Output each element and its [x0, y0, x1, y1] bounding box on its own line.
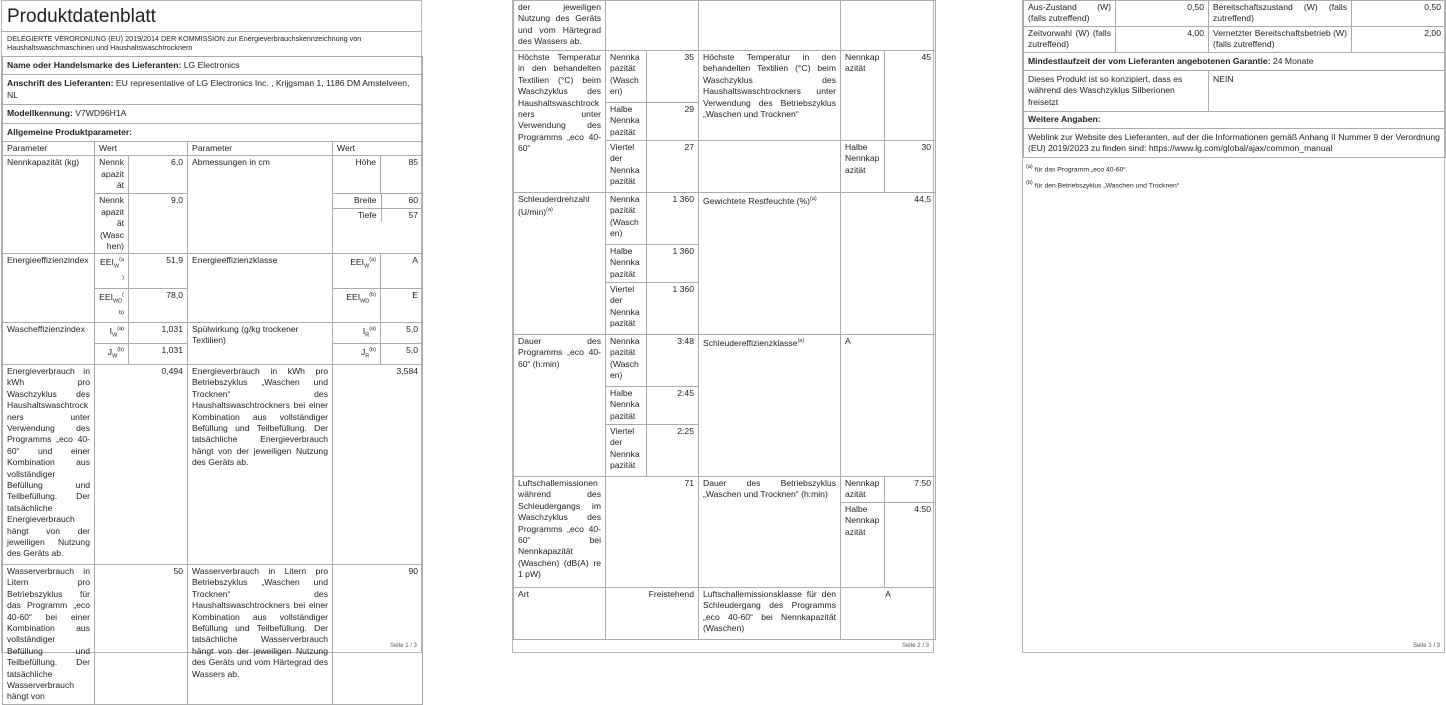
footnote-a-mark: (a)	[797, 338, 805, 344]
footnote-b-mark: (b)	[1026, 179, 1033, 186]
brand-value: LG Electronics	[183, 60, 240, 70]
address-label: Anschrift des Lieferanten:	[7, 78, 114, 89]
jw-value: 1,031	[129, 343, 188, 364]
off-mode-value: 0,50	[1116, 1, 1209, 27]
footnote-a-mark: (a)	[810, 196, 817, 202]
capacity-label: Nennkapazität (kg)	[3, 156, 95, 254]
eec-w-value: A	[381, 254, 423, 288]
temp-sub-label: Nennkapazität (Waschen)	[606, 51, 647, 103]
more-info-heading: Weitere Angaben:	[1024, 112, 1446, 128]
noise-class-value: A	[841, 588, 936, 640]
sub-wd: WD	[360, 298, 370, 305]
ir-label: I	[362, 325, 366, 336]
max-temp-wash-label: Höchste Temperatur in den behandelten Textilien (°C) beim Waschzyklus des Haushaltswaschtrockners unter Verwendung des Programms „eco 40-60“	[514, 51, 606, 193]
weblink-text: Weblink zur Website des Lieferanten, auf der die Informationen gemäß Anhang II Nummer 9 der Verordnung (EU) 2019/2023 zu finden sind: https://www.lg.com/global/ajax/common_manual	[1024, 128, 1446, 158]
sub-wd: WD	[112, 298, 123, 305]
sub-w: W	[113, 264, 120, 271]
page-title: Produktdatenblatt	[2, 1, 421, 32]
eec-wd-value: E	[381, 288, 423, 322]
brand-label: Name oder Handelsmarke des Lieferanten:	[7, 60, 182, 70]
duration-value: 2:25	[647, 425, 699, 477]
continued-text: der jeweiligen Nutzung des Geräts und vom Härtegrad des Wassers ab.	[514, 1, 606, 51]
water-dry-label: Wasserverbrauch in Litern pro Betriebszyklus „Waschen und Trocknen“ des Haushaltswaschtrockners bei einer Kombination aus vollständiger Befüllung und Teilbefüllung. Der tatsächliche Wasserverbrauch hängt von der jeweiligen Nutzung des Geräts und vom Härtegrad des Wassers ab.	[188, 564, 333, 704]
noise-value: 71	[606, 477, 699, 588]
footnote-a-mark: (a)	[369, 257, 376, 264]
eei-w-value: 51,9	[129, 254, 188, 288]
ir-value: 5,0	[381, 322, 423, 343]
energy-dry-value: 3,584	[333, 364, 423, 564]
delay-start-value: 4,00	[1116, 26, 1209, 52]
footnote-a	[1023, 161, 1444, 176]
spin-sub-label: Halbe Nennkapazität	[606, 245, 647, 283]
max-temp-dry-label: Höchste Temperatur in den behandelten Textilien (°C) beim Waschzyklus des Haushaltswaschtrockners unter Verwendung des Betriebszyklus „Waschen und Trocknen“	[699, 51, 841, 141]
jr-value: 5,0	[381, 343, 423, 364]
temp2-value: 30	[885, 141, 936, 193]
standby-label: Bereitschaftszustand (W) (falls zutreffend)	[1209, 1, 1352, 27]
spin-sub-label: Viertel der Nennkapazität	[606, 283, 647, 335]
wash-efficiency-label: Wascheffizienzindex	[3, 322, 95, 364]
iw-value: 1,031	[129, 322, 188, 343]
temp-value: 29	[647, 103, 699, 141]
spin-class-label: Schleudereffizienzklasse	[703, 337, 798, 348]
duration-value: 3:48	[647, 335, 699, 387]
height-label: Höhe	[333, 156, 381, 194]
eei-w-label: EEI	[100, 257, 114, 268]
temp-value: 35	[647, 51, 699, 103]
moisture-value: 44,5	[841, 193, 936, 335]
noise-label: Luftschallemissionen während des Schleudergangs im Waschzyklus des Programms „eco 40-60“ bei Nennkapazität (Waschen) (dB(A) re 1 pW)	[514, 477, 606, 588]
sub-w: W	[364, 264, 370, 271]
page-2	[512, 0, 934, 653]
duration-sub-label: Halbe Nennkapazität	[606, 387, 647, 425]
silver-ions-label: Dieses Produkt ist so konzipiert, dass es während des Waschzyklus Silberionen freisetzt	[1024, 71, 1209, 112]
footnote-b-mark: (b)	[369, 346, 376, 353]
width-value: 60	[381, 194, 422, 208]
water-wash-value: 50	[95, 564, 188, 704]
sub-r: R	[365, 332, 370, 339]
spin-speed-label: Schleuderdrehzahl (U/min)	[518, 194, 590, 218]
spin-value: 1 360	[647, 245, 699, 283]
footnote-a-mark: (a)	[1026, 164, 1033, 171]
temp2-sub-label: Halbe Nennkapazität	[841, 141, 885, 193]
cycle-value: 7:50	[885, 477, 936, 503]
col-header-param: Parameter	[3, 142, 95, 156]
energy-dry-label: Energieverbrauch in kWh pro Betriebszyklus „Waschen und Trocknen“ des Haushaltswaschtrockners bei einer Kombination aus vollständiger Befüllung und Teilbefüllung. Der tatsächliche Energieverbrauch hängt von der jeweiligen Nutzung des Geräts ab.	[188, 364, 333, 564]
general-params-heading: Allgemeine Produktparameter:	[3, 123, 423, 141]
regulation-subtitle: DELEGIERTE VERORDNUNG (EU) 2019/2014 DER KOMMISSION zur Energieverbrauchskennzeichnung von Haushaltswaschmaschinen und Haushaltswaschtrocknern	[7, 34, 362, 52]
page-1	[1, 0, 422, 702]
temp2-sub-label: Nennkapazität	[841, 51, 885, 141]
product-table-end	[1023, 0, 1446, 158]
cycle-sub-label: Nennkapazität	[841, 477, 885, 503]
moisture-label: Gewichtete Restfeuchte (%)	[703, 195, 810, 206]
temp-value: 27	[647, 141, 699, 193]
networked-standby-label: Vernetzter Bereitschaftsbetrieb (W) (falls zutreffend)	[1209, 26, 1352, 52]
model-label: Modellkennung:	[7, 108, 73, 119]
temp-sub-label: Halbe Nennkapazität	[606, 103, 647, 141]
warranty-label: Mindestlaufzeit der vom Lieferanten angebotenen Garantie:	[1028, 55, 1271, 66]
type-value: Freistehend	[606, 588, 699, 640]
sub-w: W	[112, 332, 118, 339]
cycle-sub-label: Halbe Nennkapazität	[841, 503, 885, 588]
duration-label: Dauer des Programms „eco 40-60“ (h:min)	[514, 335, 606, 477]
footnote-b-mark: (b)	[119, 291, 124, 316]
water-wash-label: Wasserverbrauch in Litern pro Betriebszyklus für das Programm „eco 40-60“ bei einer Kombination aus vollständiger Befüllung und Teilbefüllung. Der tatsächliche Wasserverbrauch hängt von	[3, 564, 95, 704]
page-number: Seite 3 / 3	[1412, 643, 1440, 649]
width-label: Breite	[333, 194, 381, 208]
footnote-b-mark: (b)	[117, 346, 124, 353]
col-header-param: Parameter	[188, 142, 333, 156]
delay-start-label: Zeitvorwahl (W) (falls zutreffend)	[1024, 26, 1116, 52]
col-header-value: Wert	[333, 142, 423, 156]
eec-label: Energieeffizienzklasse	[188, 254, 333, 323]
model-value: V7WD96H1A	[75, 108, 127, 119]
product-table	[2, 56, 423, 705]
duration-value: 2:45	[647, 387, 699, 425]
spin-value: 1 360	[647, 283, 699, 335]
temp2-value: 45	[885, 51, 936, 141]
eec-wd-label: EEI	[346, 291, 361, 302]
page-number: Seite 2 / 3	[901, 643, 929, 649]
spin-class-value: A	[841, 335, 936, 477]
col-header-value: Wert	[95, 142, 188, 156]
duration-sub-label: Nennkapazität (Waschen)	[606, 335, 647, 387]
footnote-a-mark: (a)	[369, 325, 376, 332]
duration-sub-label: Viertel der Nennkapazität	[606, 425, 647, 477]
page-3	[1022, 0, 1445, 653]
depth-label: Tiefe	[333, 208, 381, 222]
eei-wd-value: 78,0	[129, 288, 188, 322]
eei-wd-label: EEI	[99, 291, 113, 302]
spin-sub-label: Nennkapazität (Waschen)	[606, 193, 647, 245]
page-number: Seite 1 / 3	[389, 643, 417, 649]
water-dry-value: 90	[333, 564, 423, 704]
footnote-a-mark: (a)	[119, 257, 124, 282]
capacity-sub-label: Nennkapazität	[95, 156, 129, 194]
footnote-b	[1023, 177, 1444, 192]
address-value: EU representative of LG Electronics Inc. , Krijgsman 1, 1186 DM Amstelveen, NL	[7, 78, 410, 100]
capacity-wash-value: 9,0	[129, 194, 188, 254]
dimensions-label: Abmessungen in cm	[188, 156, 333, 254]
eei-label: Energieeffizienzindex	[3, 254, 95, 323]
height-value: 85	[381, 156, 423, 194]
cycle-duration-label: Dauer des Betriebszyklus „Waschen und Trocknen“ (h:min)	[699, 477, 841, 588]
silver-ions-value: NEIN	[1209, 71, 1446, 112]
sub-w: W	[112, 353, 118, 360]
networked-standby-value: 2,00	[1352, 26, 1446, 52]
eec-w-label: EEI	[350, 257, 365, 268]
depth-value: 57	[408, 209, 419, 220]
footnote-a-mark: (a)	[546, 207, 553, 214]
cycle-value: 4:50	[885, 503, 936, 588]
footnote-b-text: für den Betriebszyklus „Waschen und Trocknen“	[1034, 182, 1180, 189]
energy-wash-value: 0,494	[95, 364, 188, 564]
noise-class-label: Luftschallemissionsklasse für den Schleudergang des Programms „eco 40-60“ bei Nennkapazität (Waschen)	[699, 588, 841, 640]
iw-label: I	[109, 325, 113, 336]
off-mode-label: Aus-Zustand (W) (falls zutreffend)	[1024, 1, 1116, 27]
capacity-value: 6,0	[129, 156, 188, 194]
rinse-label: Spülwirkung (g/kg trockener Textilien)	[188, 322, 333, 364]
warranty-value: 24 Monate	[1272, 55, 1314, 66]
product-table-continued	[513, 0, 936, 640]
spin-value: 1 360	[647, 193, 699, 245]
standby-value: 0,50	[1352, 1, 1446, 27]
sub-r: R	[365, 353, 370, 360]
footnote-a-mark: (a)	[117, 325, 124, 332]
type-label: Art	[514, 588, 606, 640]
jr-label: J	[360, 346, 366, 357]
energy-wash-label: Energieverbrauch in kWh pro Waschzyklus des Haushaltswaschtrockners unter Verwendung des Programms „eco 40-60“ und einer Kombination aus vollständiger Befüllung und Teilbefüllung. Der tatsächliche Energieverbrauch hängt von der jeweiligen Nutzung des Geräts ab.	[3, 364, 95, 564]
jw-label: J	[107, 346, 113, 357]
footnote-a-text: für das Programm „eco 40-60“.	[1034, 166, 1128, 174]
footnote-b-mark: (b)	[369, 291, 376, 298]
capacity-wash-sub-label: Nennkapazität (Waschen)	[95, 194, 129, 254]
temp-sub-label: Viertel der Nennkapazität	[606, 141, 647, 193]
